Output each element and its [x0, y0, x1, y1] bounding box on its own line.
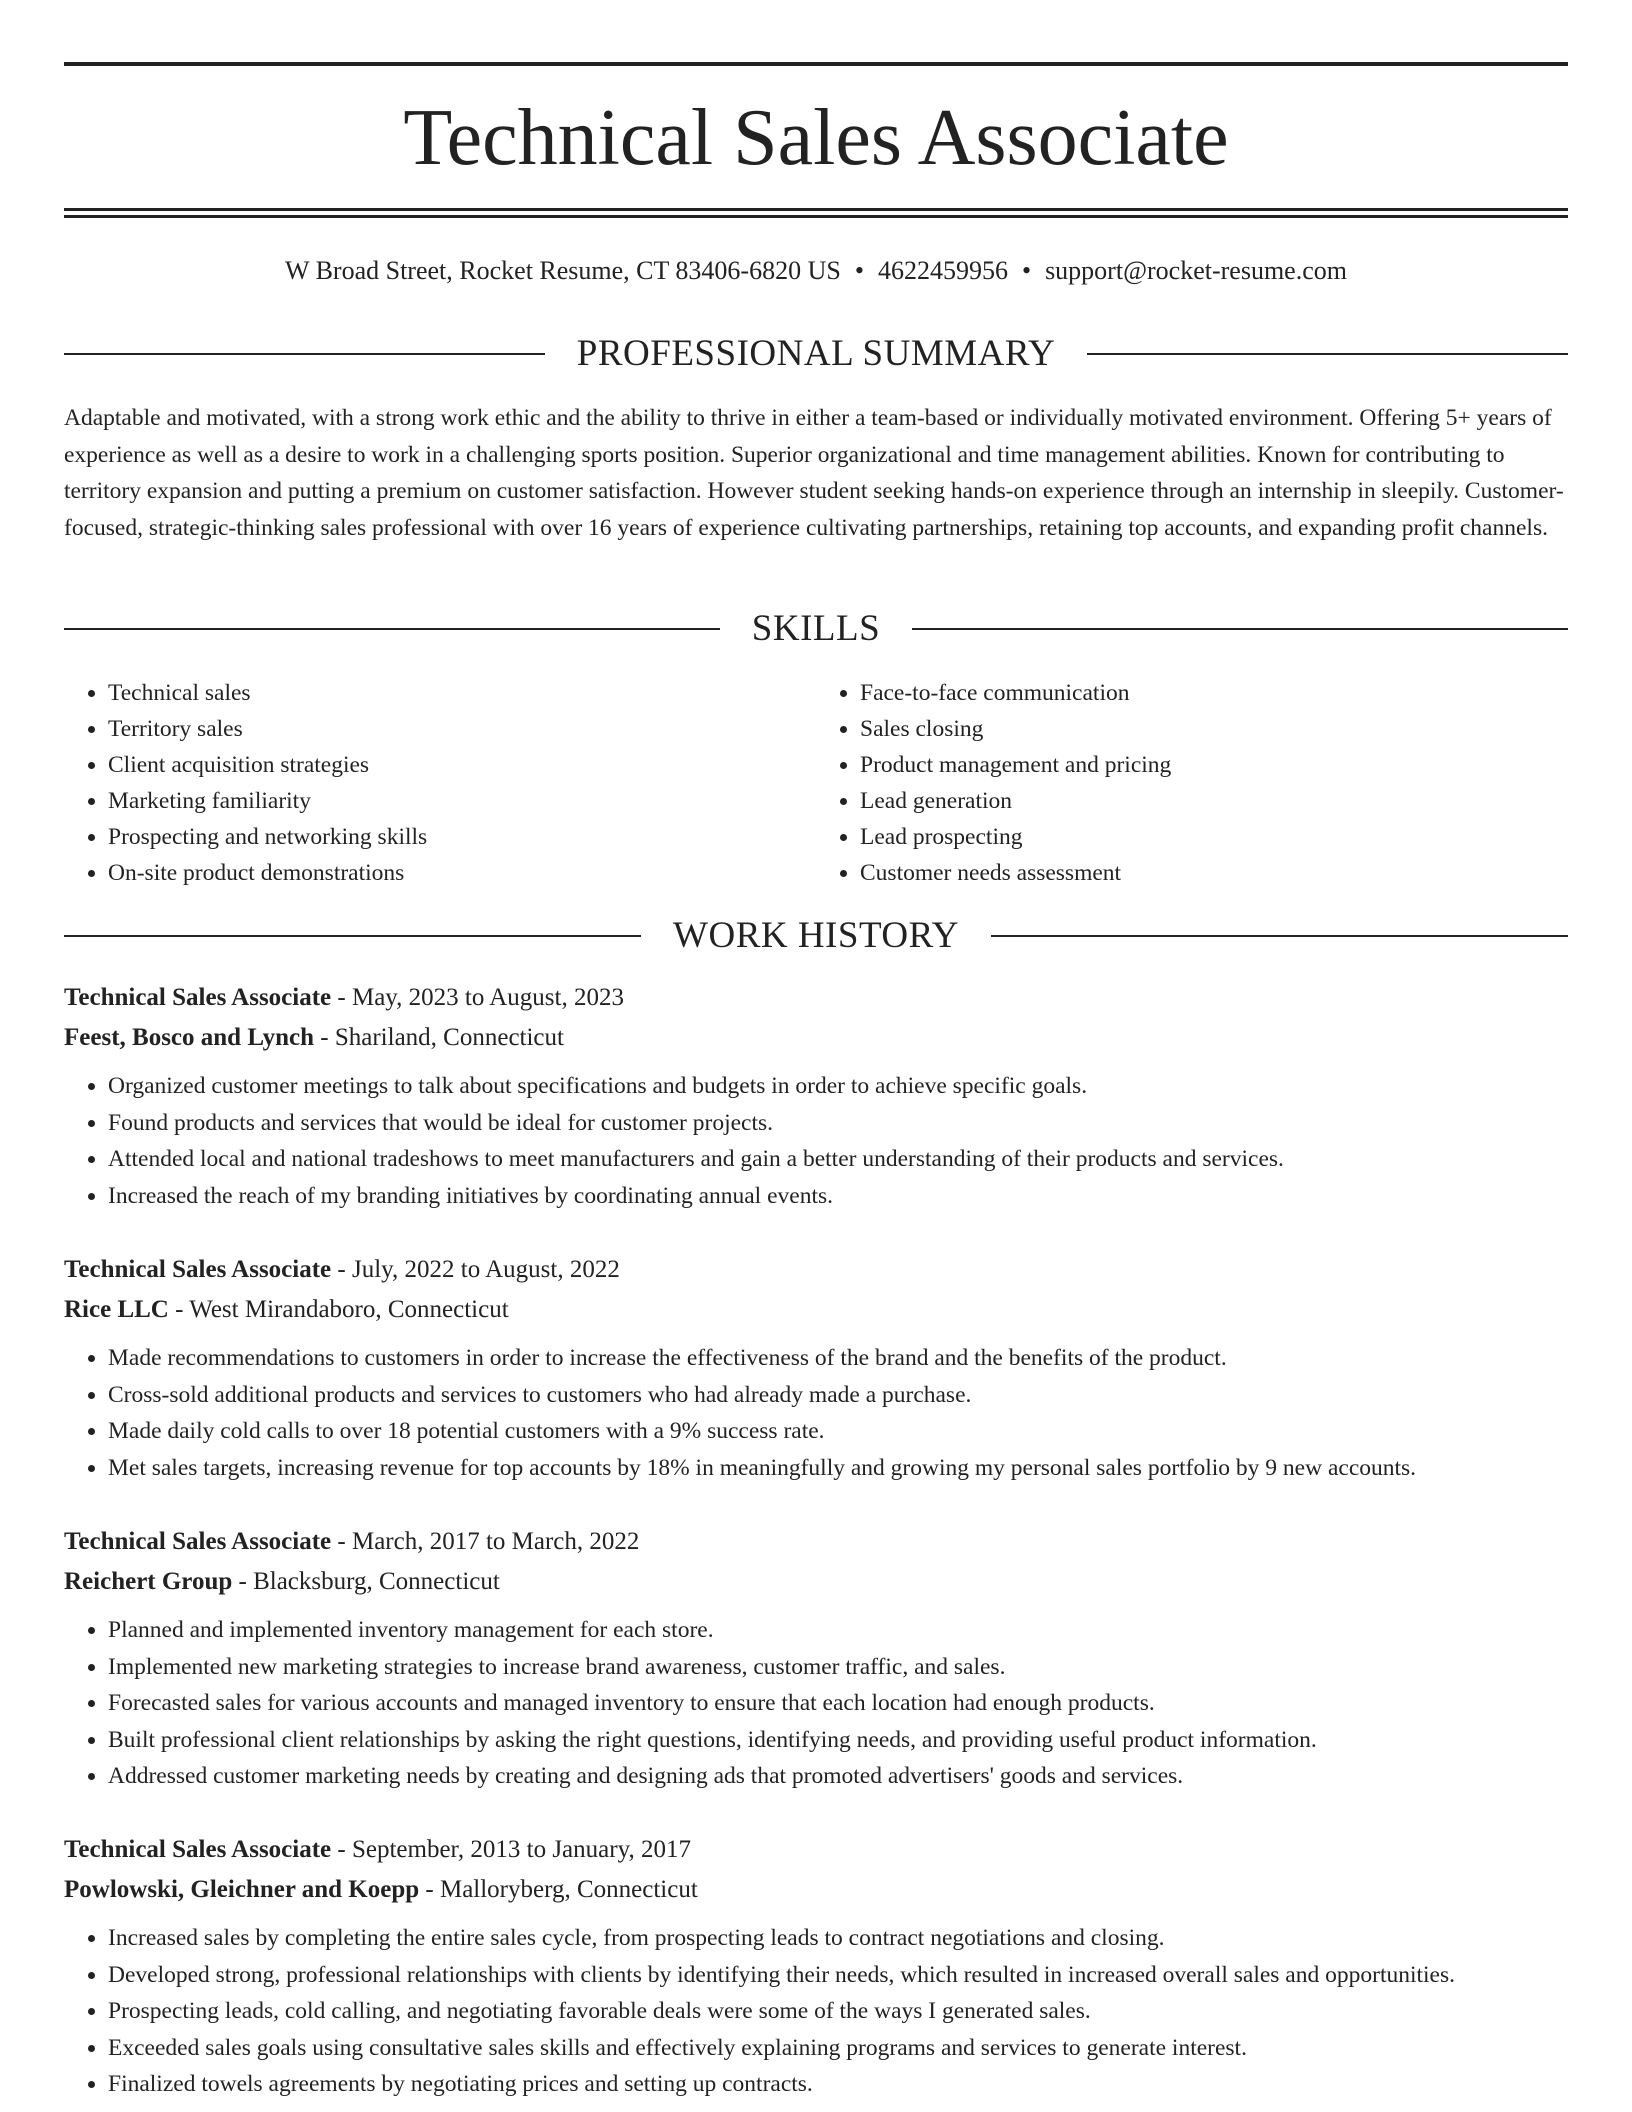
- job-bullet: • Prospecting leads, cold calling, and negotiating favorable deals were some of the ways I generated sales.: [108, 1993, 1568, 2030]
- job-bullet: • Built professional client relationships by asking the right questions, identifying needs, and providing useful product information.: [108, 1722, 1568, 1759]
- job-bullet: • Met sales targets, increasing revenue for top accounts by 18% in meaningfully and growing my personal sales portfolio by 9 new accounts.: [108, 1450, 1568, 1487]
- job-bullets: [64, 1340, 1568, 1486]
- job-dates: - March, 2017 to March, 2022: [331, 1528, 640, 1555]
- job-location: - West Mirandaboro, Connecticut: [168, 1296, 509, 1323]
- job-role: Technical Sales Associate: [64, 984, 332, 1011]
- job-role: Technical Sales Associate: [64, 1256, 332, 1283]
- summary-text: Adaptable and motivated, with a strong work ethic and the ability to thrive in either a team-based or individually motivated environment. Offering 5+ years of experience as well as a desire to work in a challenging sports position. Superior organizational and time management abilities. Known for contributing to territory expansion and putting a premium on customer satisfaction. However student seeking hands-on experience through an internship in sleepily. Customer-focused, strategic-thinking sales professional with over 16 years of experience cultivating partnerships, retaining top accounts, and expanding profit channels.: [64, 405, 1564, 541]
- top-rule: [64, 62, 1568, 66]
- job-bullet: • Exceeded sales goals using consultative sales skills and effectively explaining programs and services to generate interest.: [108, 2030, 1568, 2067]
- job-bullet: • Planned and implemented inventory management for each store.: [108, 1612, 1568, 1649]
- skill-item: • Customer needs assessment: [860, 855, 1568, 891]
- heading-rule-right: [912, 628, 1568, 630]
- job-role-line: [64, 1830, 1568, 1870]
- contact-line: [64, 253, 1568, 289]
- skill-item: • Prospecting and networking skills: [108, 819, 816, 855]
- job-bullet: • Forecasted sales for various accounts and managed inventory to ensure that each location had enough products.: [108, 1685, 1568, 1722]
- job-dates: - July, 2022 to August, 2022: [331, 1256, 620, 1283]
- skill-item: • On-site product demonstrations: [108, 855, 816, 891]
- summary-heading-row: [64, 332, 1568, 376]
- job-bullet: • Cross-sold additional products and services to customers who had already made a purchase.: [108, 1377, 1568, 1414]
- job-company: Reichert Group: [64, 1568, 233, 1595]
- contact-email[interactable]: support@rocket-resume.com: [1045, 256, 1347, 285]
- skill-item: • Lead prospecting: [860, 819, 1568, 855]
- job-entry: [64, 1522, 1568, 1795]
- job-location: - Blacksburg, Connecticut: [232, 1568, 500, 1595]
- job-bullets: [64, 1612, 1568, 1795]
- job-role-line: [64, 978, 1568, 1018]
- job-role: Technical Sales Associate: [64, 1528, 332, 1555]
- job-bullets: [64, 1920, 1568, 2103]
- job-company-line: [64, 1562, 1568, 1602]
- job-role-line: [64, 1250, 1568, 1290]
- job-location: - Malloryberg, Connecticut: [419, 1876, 698, 1903]
- skill-item: • Technical sales: [108, 675, 816, 711]
- skills-column-left: [64, 675, 816, 891]
- job-bullet: • Made daily cold calls to over 18 potential customers with a 9% success rate.: [108, 1413, 1568, 1450]
- job-location: - Shariland, Connecticut: [314, 1024, 564, 1051]
- job-company: Feest, Bosco and Lynch: [64, 1024, 315, 1051]
- job-company: Powlowski, Gleichner and Koepp: [64, 1876, 420, 1903]
- job-dates: - May, 2023 to August, 2023: [331, 984, 624, 1011]
- skill-item: • Client acquisition strategies: [108, 747, 816, 783]
- job-company: Rice LLC: [64, 1296, 169, 1323]
- job-bullet: • Increased the reach of my branding initiatives by coordinating annual events.: [108, 1178, 1568, 1215]
- skill-item: • Sales closing: [860, 711, 1568, 747]
- job-entry: [64, 1830, 1568, 2103]
- job-dates: - September, 2013 to January, 2017: [331, 1836, 691, 1863]
- work-history-heading: WORK HISTORY: [673, 915, 959, 956]
- job-company-line: [64, 1290, 1568, 1330]
- contact-separator: •: [854, 256, 864, 285]
- contact-separator: •: [1021, 256, 1032, 285]
- summary-heading: PROFESSIONAL SUMMARY: [576, 333, 1056, 374]
- job-role: Technical Sales Associate: [64, 1836, 332, 1863]
- skill-item: • Product management and pricing: [860, 747, 1568, 783]
- job-entry: [64, 978, 1568, 1214]
- skills-column-right: [816, 675, 1568, 891]
- job-bullet: • Addressed customer marketing needs by creating and designing ads that promoted advertisers' goods and services.: [108, 1758, 1568, 1795]
- heading-rule-right: [1087, 353, 1568, 355]
- contact-phone: 4622459956: [877, 256, 1008, 285]
- resume-title: Technical Sales Associate: [403, 94, 1229, 182]
- job-bullet: • Implemented new marketing strategies to increase brand awareness, customer traffic, and sales.: [108, 1649, 1568, 1686]
- job-bullet: • Made recommendations to customers in order to increase the effectiveness of the brand and the benefits of the product.: [108, 1340, 1568, 1377]
- job-bullet: • Increased sales by completing the entire sales cycle, from prospecting leads to contract negotiations and closing.: [108, 1920, 1568, 1957]
- skill-item: • Marketing familiarity: [108, 783, 816, 819]
- work-history-heading-row: [64, 914, 1568, 958]
- job-company-line: [64, 1018, 1568, 1058]
- heading-rule-right: [991, 935, 1568, 937]
- job-entry: [64, 1250, 1568, 1486]
- job-bullets: [64, 1068, 1568, 1214]
- job-bullet: • Found products and services that would be ideal for customer projects.: [108, 1105, 1568, 1142]
- job-bullet: • Organized customer meetings to talk about specifications and budgets in order to achieve specific goals.: [108, 1068, 1568, 1105]
- skills-list: [64, 675, 1568, 891]
- job-company-line: [64, 1870, 1568, 1910]
- skills-heading: SKILLS: [751, 608, 881, 649]
- skill-item: • Face-to-face communication: [860, 675, 1568, 711]
- contact-address: W Broad Street, Rocket Resume, CT 83406-6820 US: [285, 256, 841, 285]
- job-bullet: • Developed strong, professional relationships with clients by identifying their needs, which resulted in increased overall sales and opportunities.: [108, 1957, 1568, 1994]
- skills-heading-row: [64, 607, 1568, 651]
- double-rule: [64, 208, 1568, 218]
- skill-item: • Territory sales: [108, 711, 816, 747]
- job-bullet: • Attended local and national tradeshows to meet manufacturers and gain a better understanding of their products and services.: [108, 1141, 1568, 1178]
- skill-item: • Lead generation: [860, 783, 1568, 819]
- heading-rule-left: [64, 935, 641, 937]
- heading-rule-left: [64, 628, 720, 630]
- job-role-line: [64, 1522, 1568, 1562]
- heading-rule-left: [64, 353, 545, 355]
- job-bullet: • Finalized towels agreements by negotiating prices and setting up contracts.: [108, 2066, 1568, 2103]
